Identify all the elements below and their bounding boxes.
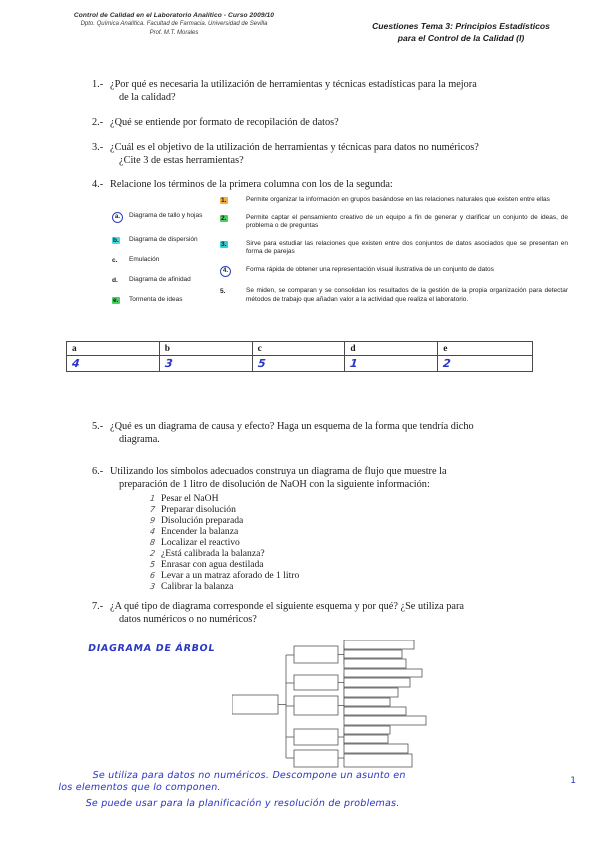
list-item[interactable] — [150, 526, 450, 537]
tree-node-l2-2 — [294, 675, 338, 690]
step-label-9: Calibrar la balanza — [161, 581, 234, 592]
question-7-line1: ¿A qué tipo de diagrama corresponde el siguiente esquema y por qué? ¿Se utiliza para — [110, 601, 464, 612]
matching-right-column — [220, 196, 568, 316]
question-7-body — [110, 600, 508, 626]
table-cell-answer-b[interactable] — [159, 356, 252, 372]
matching-marker-5: 5. — [220, 287, 226, 295]
tree-node-l2-1 — [294, 646, 338, 663]
exam-title-line2: para el Control de la Calidad (I) — [397, 33, 525, 43]
exam-title-line1: Cuestiones Tema 3: Principios Estadísticos — [372, 21, 550, 31]
matching-left-label-b: Diagrama de dispersión — [129, 235, 198, 243]
answer-table — [66, 341, 533, 372]
tree-node-leaf-9 — [344, 716, 426, 725]
tree-node-leaf-1 — [344, 640, 414, 649]
handwritten-step-order-4: 4 — [149, 527, 156, 536]
tree-node-leaf-8 — [344, 707, 406, 715]
tree-node-leaf-4 — [344, 669, 422, 677]
table-header-d: d — [345, 342, 438, 356]
question-5-number: 5.- — [92, 421, 104, 432]
tree-node-l2-3 — [294, 696, 338, 715]
matching-left-label-e: Tormenta de ideas — [129, 295, 183, 303]
matching-right-label-5: Se miden, se comparan y se consolidan los resultados de la gestión de la propia organización para detectar métodos de trabajo que añadan valor a la actividad que realiza el laboratorio. — [246, 286, 568, 303]
handwritten-answer-c: 5 — [256, 357, 267, 370]
question-7-line2: datos numéricos o no numéricos? — [119, 614, 257, 626]
handwritten-answer-line3: Se puede usar para la planificación y resolución de problemas. — [84, 798, 401, 809]
matching-right-item-5[interactable] — [220, 287, 568, 304]
tree-diagram — [232, 640, 432, 770]
step-label-3: Disolución preparada — [161, 515, 244, 526]
matching-left-label-a: Diagrama de tallo y hojas — [129, 212, 203, 219]
question-5-wrapper — [0, 420, 600, 446]
handwritten-page-number: 1 — [570, 776, 576, 786]
page-header — [0, 10, 600, 52]
handwritten-answer-a: 4 — [71, 357, 81, 370]
question-7-wrapper — [0, 600, 600, 626]
handwritten-step-order-1: 1 — [149, 494, 156, 503]
table-cell-answer-d[interactable] — [345, 356, 438, 372]
tree-node-leaf-5 — [344, 678, 410, 687]
tree-node-leaf-10 — [344, 726, 390, 734]
table-header-a: a — [67, 342, 160, 356]
handwritten-step-order-7: 5 — [149, 560, 156, 569]
question-6 — [88, 465, 508, 491]
tree-node-l2-5 — [294, 750, 338, 767]
matching-right-item-3[interactable] — [220, 240, 568, 257]
step-label-4: Encender la balanza — [161, 526, 239, 537]
list-item[interactable] — [150, 515, 450, 526]
question-1 — [88, 78, 506, 104]
matching-marker-4: 4. — [220, 266, 246, 278]
matching-left-column — [112, 196, 220, 316]
matching-right-label-3: Sirve para estudiar las relaciones que existen entre dos conjuntos de datos asociados que se presentan en forma de parejas — [246, 239, 568, 256]
tree-node-leaf-7 — [344, 698, 390, 706]
matching-marker-1: 1. — [221, 197, 227, 204]
matching-left-label-c: Emulación — [129, 255, 160, 263]
tree-diagram-svg — [232, 640, 432, 770]
question-6-body — [110, 465, 508, 491]
list-item[interactable] — [150, 504, 450, 515]
table-header-c: c — [252, 342, 345, 356]
question-5-line2: diagrama. — [119, 434, 160, 446]
question-5-body — [110, 420, 508, 446]
question-6-number: 6.- — [92, 466, 104, 477]
matching-left-label-d: Diagrama de afinidad — [129, 275, 191, 283]
matching-left-item-e[interactable] — [112, 296, 220, 305]
tree-node-leaf-6 — [344, 688, 398, 697]
tree-node-root — [232, 695, 278, 714]
table-header-b: b — [159, 342, 252, 356]
question-6-wrapper — [0, 452, 600, 491]
handwritten-answer-line2: los elementos que lo componen. — [57, 782, 222, 793]
question-4-number: 4.- — [92, 179, 104, 191]
table-cell-answer-a[interactable] — [67, 356, 160, 372]
handwritten-step-order-6: 2 — [149, 549, 156, 558]
question-3-body — [110, 141, 506, 167]
table-cell-answer-c[interactable] — [252, 356, 345, 372]
matching-right-item-1[interactable] — [220, 196, 568, 205]
step-label-2: Preparar disolución — [161, 504, 236, 515]
matching-right-label-1: Permite organizar la información en grupos basándose en las relaciones naturales que existen entre ellas — [246, 196, 550, 203]
tree-node-leaf-13 — [344, 754, 412, 767]
matching-marker-e: e. — [113, 296, 119, 304]
step-label-7: Enrasar con agua destilada — [161, 559, 264, 570]
handwritten-answer-block — [54, 768, 532, 811]
header-left-block — [24, 12, 324, 37]
list-item[interactable] — [150, 581, 450, 592]
question-5-line1: ¿Qué es un diagrama de causa y efecto? Haga un esquema de la forma que tendría dicho — [110, 421, 474, 432]
handwritten-step-order-2: 7 — [149, 505, 156, 514]
handwritten-step-order-8: 6 — [149, 571, 156, 580]
handwritten-answer-e: 2 — [442, 357, 452, 370]
handwritten-answer-d: 1 — [349, 357, 360, 370]
question-1-line2: de la calidad? — [119, 92, 176, 104]
tree-node-leaf-11 — [344, 735, 388, 743]
header-right-block — [330, 20, 592, 44]
question-3-number: 3.- — [92, 141, 104, 153]
list-item[interactable] — [150, 570, 450, 581]
question-1-number: 1.- — [92, 79, 104, 90]
table-row-answers — [67, 356, 533, 372]
list-item[interactable] — [150, 559, 450, 570]
matching-marker-a: a. — [112, 212, 129, 224]
step-label-6: ¿Está calibrada la balanza? — [161, 548, 265, 559]
matching-right-item-2[interactable] — [220, 214, 568, 231]
list-item[interactable] — [150, 537, 450, 548]
tree-node-leaf-3 — [344, 659, 406, 668]
list-item[interactable] — [150, 493, 450, 504]
tree-node-leaf-12 — [344, 744, 408, 753]
handwritten-answer-line1: Se utiliza para datos no numéricos. Descompone un asunto en — [91, 770, 407, 781]
question-4-body: Relacione los términos de la primera columna con los de la segunda: — [110, 179, 393, 191]
handwritten-answer-b: 3 — [164, 357, 174, 370]
handwritten-step-order-3: 9 — [149, 516, 156, 525]
handwritten-step-order-5: 8 — [149, 538, 156, 547]
question-2 — [88, 116, 506, 129]
question-3 — [88, 141, 506, 167]
question-1-line1: ¿Por qué es necesaria la utilización de herramientas y técnicas estadísticas para la mejora — [110, 79, 477, 90]
department-line: Dpto. Química Analítica. Facultad de Farmacia. Universidad de Sevilla — [80, 21, 268, 28]
question-1-body — [110, 78, 506, 104]
step-label-1: Pesar el NaOH — [161, 493, 219, 504]
matching-marker-c: c. — [112, 256, 118, 264]
matching-left-item-b[interactable] — [112, 236, 220, 245]
question-3-line2: ¿Cite 3 de estas herramientas? — [119, 154, 244, 166]
matching-marker-3: 3. — [221, 240, 227, 248]
course-title: Control de Calidad en el Laboratorio Analítico - Curso 2009/10 — [73, 12, 275, 19]
question-7 — [88, 600, 508, 626]
matching-right-label-2: Permite captar el pensamiento creativo de un equipo a fin de generar y clarificar un conjunto de ideas, de problema o de preguntas — [246, 213, 568, 230]
list-item[interactable] — [150, 548, 450, 559]
table-cell-answer-e[interactable] — [438, 356, 533, 372]
step-label-8: Levar a un matraz aforado de 1 litro — [161, 570, 300, 581]
question-4 — [88, 178, 518, 191]
table-header-e: e — [438, 342, 533, 356]
question-7-number: 7.- — [92, 601, 104, 612]
questions-list — [0, 78, 600, 191]
tree-node-l2-4 — [294, 729, 338, 745]
step-label-5: Localizar el reactivo — [161, 537, 240, 548]
matching-marker-2: 2. — [221, 214, 227, 222]
table-row-headers — [67, 342, 533, 356]
handwritten-step-order-9: 3 — [149, 582, 156, 591]
question-5 — [88, 420, 508, 446]
matching-left-item-d[interactable] — [112, 276, 220, 285]
matching-marker-b: b. — [113, 236, 119, 244]
professor-line: Prof. M.T. Morales — [149, 29, 199, 36]
question-2-body: ¿Qué se entiende por formato de recopilación de datos? — [110, 117, 339, 129]
question-6-line2: preparación de 1 litro de disolución de NaOH con la siguiente información: — [119, 479, 430, 491]
matching-left-item-a[interactable] — [112, 212, 220, 224]
question-3-line1: ¿Cuál es el objetivo de la utilización de herramientas y técnicas para datos no numéricos? — [110, 141, 479, 153]
question-2-number: 2.- — [92, 117, 104, 129]
tree-node-leaf-2 — [344, 650, 402, 658]
matching-right-label-4: Forma rápida de obtener una representación visual ilustrativa de un conjunto de datos — [246, 265, 494, 273]
matching-marker-d: d. — [112, 276, 118, 284]
flowchart-steps-list — [150, 493, 450, 592]
matching-exercise — [112, 196, 568, 316]
matching-left-item-c[interactable] — [112, 256, 220, 265]
matching-right-item-4[interactable] — [220, 266, 568, 278]
question-6-line1: Utilizando los símbolos adecuados construya un diagrama de flujo que muestre la — [110, 466, 447, 477]
handwritten-diagram-label: DIAGRAMA DE ÁRBOL — [87, 643, 216, 654]
